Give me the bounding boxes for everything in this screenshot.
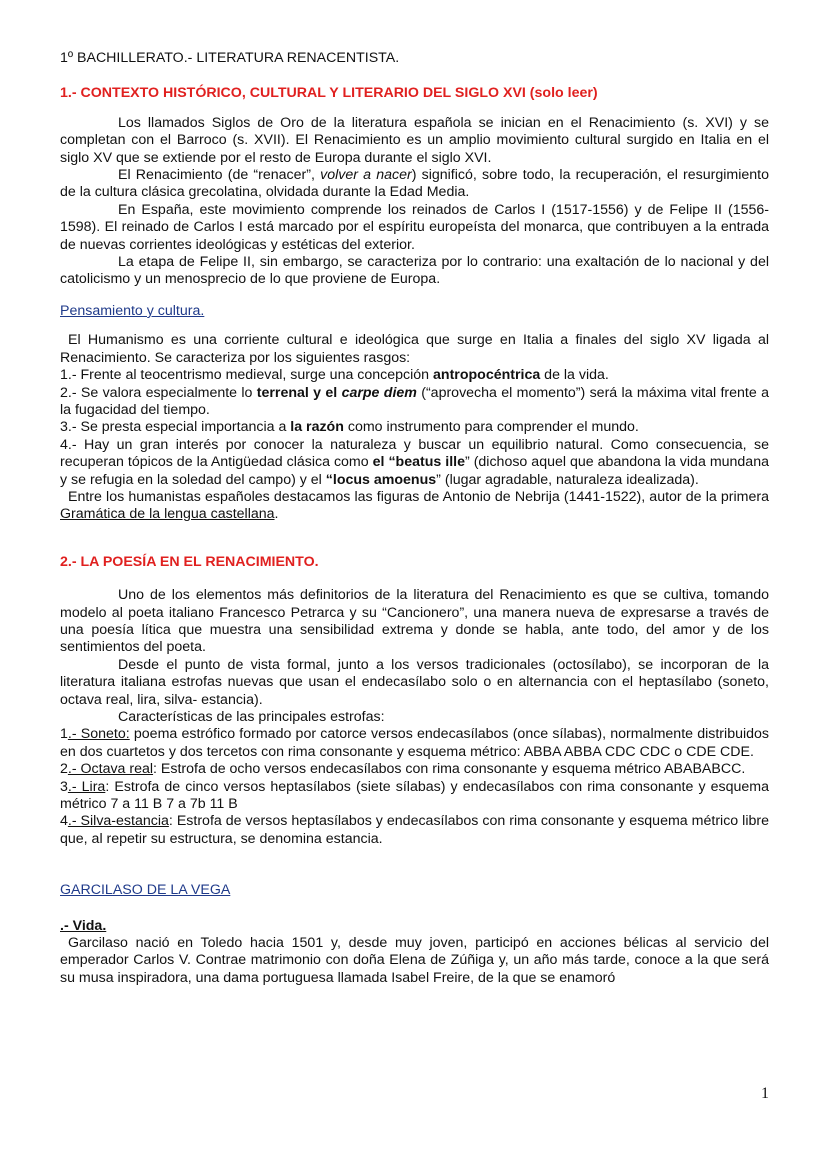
- subsection-title-garcilaso: GARCILASO DE LA VEGA: [60, 882, 231, 899]
- paragraph: Uno de los elementos más definitorios de la literatura del Renacimiento es que se cultiva, tomando modelo al poeta italiano Francesco Petrarca y su “Cancionero”, una manera nueva de expresarse a través de una poesía lítica que muestra una sensibilidad extrema y donde se habla, ante todo, del amor y de los sentimientos del poeta.: [60, 587, 769, 656]
- section-2-title: 2.- LA POESÍA EN EL RENACIMIENTO.: [60, 553, 319, 570]
- paragraph: El Humanismo es una corriente cultural e ideológica que surge en Italia a finales del siglo XV ligada al Renacimiento. Se caracteriza por los siguientes rasgos:: [60, 332, 769, 366]
- paragraph: En España, este movimiento comprende los reinados de Carlos I (1517-1556) y de Felipe II (1556-1598). El reinado de Carlos I está marcado por el espíritu europeísta del monarca, que contribuyen a la entrada de nuevas corrientes ideológicas y estéticas del exterior.: [60, 201, 769, 253]
- list-item: 4.- Hay un gran interés por conocer la naturaleza y buscar un equilibrio natural. Como consecuencia, se recuperan tópicos de la Antigüedad clásica como el “beatus ille” (dichoso aquel que abandona la vida mundana y se refugia en la soledad del campo) y el “locus amoenus” (lugar agradable, naturaleza idealizada).: [60, 436, 769, 488]
- list-item: 3.- Se presta especial importancia a la razón como instrumento para comprender el mundo.: [60, 419, 639, 436]
- vida-title: .- Vida.: [60, 917, 107, 934]
- subsection-title-pensamiento: Pensamiento y cultura.: [60, 302, 205, 319]
- paragraph: Desde el punto de vista formal, junto a los versos tradicionales (octosílabo), se incorporan de la literatura italiana estrofas nuevas que usan el endecasílabo solo o en alternancia con el heptasílabo (soneto, octava real, lira, silva- estancia).: [60, 656, 769, 708]
- paragraph: Entre los humanistas españoles destacamos las figuras de Antonio de Nebrija (1441-1522), autor de la primera Gramática de la lengua castellana.: [60, 488, 769, 523]
- document-title: 1º BACHILLERATO.- LITERATURA RENACENTISTA.: [60, 50, 400, 66]
- page-number: 1: [761, 1085, 769, 1102]
- paragraph: Garcilaso nació en Toledo hacia 1501 y, desde muy joven, participó en acciones bélicas al servicio del emperador Carlos V. Contrae matrimonio con doña Elena de Zúñiga y, un año más tarde, conoce a la que será su musa inspiradora, una dama portuguesa llamada Isabel Freire, de la que se enamoró: [60, 935, 769, 986]
- document-page: [60, 50, 769, 987]
- list-item: 4.- Silva-estancia: Estrofa de versos heptasílabos y endecasílabos con rima consonante y esquema métrico libre que, al repetir su estructura, se denomina estancia.: [60, 813, 769, 847]
- paragraph: La etapa de Felipe II, sin embargo, se caracteriza por lo contrario: una exaltación de lo nacional y del catolicismo y un menosprecio de lo que proviene de Europa.: [60, 254, 769, 288]
- list-item: 2.- Octava real: Estrofa de ocho versos endecasílabos con rima consonante y esquema métrico ABABABCC.: [60, 761, 746, 778]
- section-1-title: 1.- CONTEXTO HISTÓRICO, CULTURAL Y LITERARIO DEL SIGLO XVI (solo leer): [60, 85, 598, 102]
- paragraph: Características de las principales estrofas:: [118, 709, 385, 725]
- paragraph: Los llamados Siglos de Oro de la literatura española se inician en el Renacimiento (s. XVI) y se completan con el Barroco (s. XVII). El Renacimiento es un amplio movimiento cultural surgido en Italia en el siglo XV que se extiende por el resto de Europa durante el siglo XVI.: [60, 114, 769, 166]
- list-item: 3.- Lira: Estrofa de cinco versos heptasílabos (siete sílabas) y endecasílabos con rima consonante y esquema métrico 7 a 11 B 7 a 7b 11 B: [60, 778, 770, 813]
- paragraph: El Renacimiento (de “renacer”, volver a nacer) significó, sobre todo, la recuperación, el resurgimiento de la cultura clásica grecolatina, olvidada durante la Edad Media.: [60, 167, 769, 201]
- list-item: 1.- Frente al teocentrismo medieval, surge una concepción antropocéntrica de la vida.: [60, 367, 609, 384]
- list-item: 1.- Soneto: poema estrófico formado por catorce versos endecasílabos (once sílabas), normalmente distribuidos en dos cuartetos y dos tercetos con rima consonante y esquema métrico: ABBA ABBA CDC CDC o CDE CDE.: [60, 726, 769, 760]
- list-item: 2.- Se valora especialmente lo terrenal y el carpe diem (“aprovecha el momento”) será la máxima vital frente a la fugacidad del tiempo.: [60, 384, 769, 418]
